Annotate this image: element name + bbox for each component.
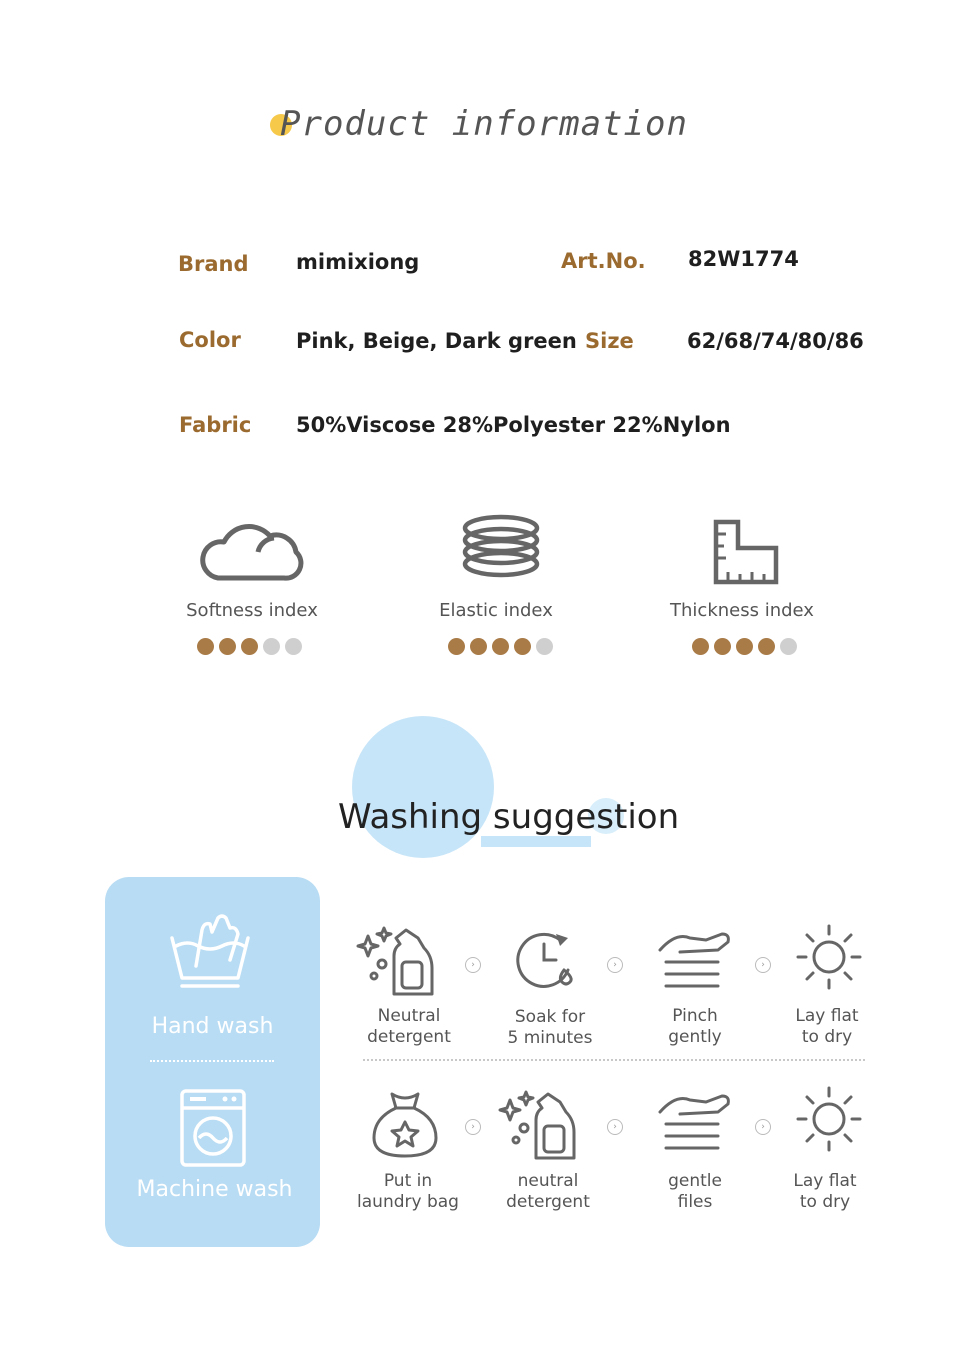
rating-dot-filled [448, 638, 465, 655]
sun-icon [796, 1086, 862, 1156]
rating-dot-filled [714, 638, 731, 655]
rating-dot-filled [514, 638, 531, 655]
artno-value: 82W1774 [688, 247, 799, 271]
laundry-bag-icon [370, 1088, 440, 1164]
step-label: gentle files [668, 1171, 722, 1212]
panel-divider [150, 1060, 274, 1062]
rating-dot-filled [197, 638, 214, 655]
detergent-bottle-icon [360, 922, 436, 1002]
elastic-index-label: Elastic index [439, 600, 553, 621]
rating-dot-filled [241, 638, 258, 655]
row-divider [363, 1059, 865, 1061]
rating-dot-empty [536, 638, 553, 655]
softness-index-label: Softness index [186, 600, 318, 621]
step-label: Lay flat to dry [795, 1006, 859, 1047]
size-value: 62/68/74/80/86 [687, 329, 864, 353]
heading-underline [481, 836, 591, 847]
step-label: Neutral detergent [367, 1006, 451, 1047]
brand-value: mimixiong [296, 250, 420, 274]
step-arrow-icon: › [607, 1119, 623, 1135]
rating-dot-filled [758, 638, 775, 655]
elastic-rating [448, 638, 553, 655]
washing-machine-icon [179, 1088, 247, 1172]
step-arrow-icon: › [755, 957, 771, 973]
brand-label: Brand [178, 252, 249, 276]
step-label: Pinch gently [668, 1006, 722, 1047]
step-label: Put in laundry bag [357, 1171, 459, 1212]
step-label: Soak for 5 minutes [507, 1007, 593, 1048]
size-label: Size [585, 329, 634, 353]
step-arrow-icon: › [607, 957, 623, 973]
hand-press-icon [656, 930, 732, 996]
coil-spring-icon [460, 514, 542, 588]
thickness-index-label: Thickness index [670, 600, 814, 621]
rating-dot-filled [470, 638, 487, 655]
machine-wash-label: Machine wash [136, 1177, 293, 1202]
step-arrow-icon: › [465, 1119, 481, 1135]
step-label: Lay flat to dry [793, 1171, 857, 1212]
rating-dot-filled [736, 638, 753, 655]
step-label: neutral detergent [506, 1171, 590, 1212]
timer-icon [516, 930, 578, 996]
washing-title: Washing suggestion [338, 797, 680, 837]
rating-dot-empty [285, 638, 302, 655]
hand-wash-label: Hand wash [151, 1014, 274, 1039]
rating-dot-empty [263, 638, 280, 655]
sun-icon [796, 924, 862, 994]
hand-press-icon [656, 1092, 732, 1158]
detergent-bottle-icon [502, 1086, 578, 1166]
cloud-icon [200, 512, 302, 586]
hand-wash-icon [168, 910, 252, 994]
fabric-value: 50%Viscose 28%Polyester 22%Nylon [296, 413, 731, 437]
rating-dot-filled [692, 638, 709, 655]
ruler-icon [712, 518, 780, 590]
thickness-rating [692, 638, 797, 655]
softness-rating [197, 638, 302, 655]
fabric-label: Fabric [179, 413, 252, 437]
rating-dot-filled [492, 638, 509, 655]
color-label: Color [179, 328, 241, 352]
step-arrow-icon: › [755, 1119, 771, 1135]
artno-label: Art.No. [561, 249, 646, 273]
page-title: Product information [280, 104, 688, 144]
rating-dot-filled [219, 638, 236, 655]
color-value: Pink, Beige, Dark green [296, 329, 577, 353]
rating-dot-empty [780, 638, 797, 655]
step-arrow-icon: › [465, 957, 481, 973]
